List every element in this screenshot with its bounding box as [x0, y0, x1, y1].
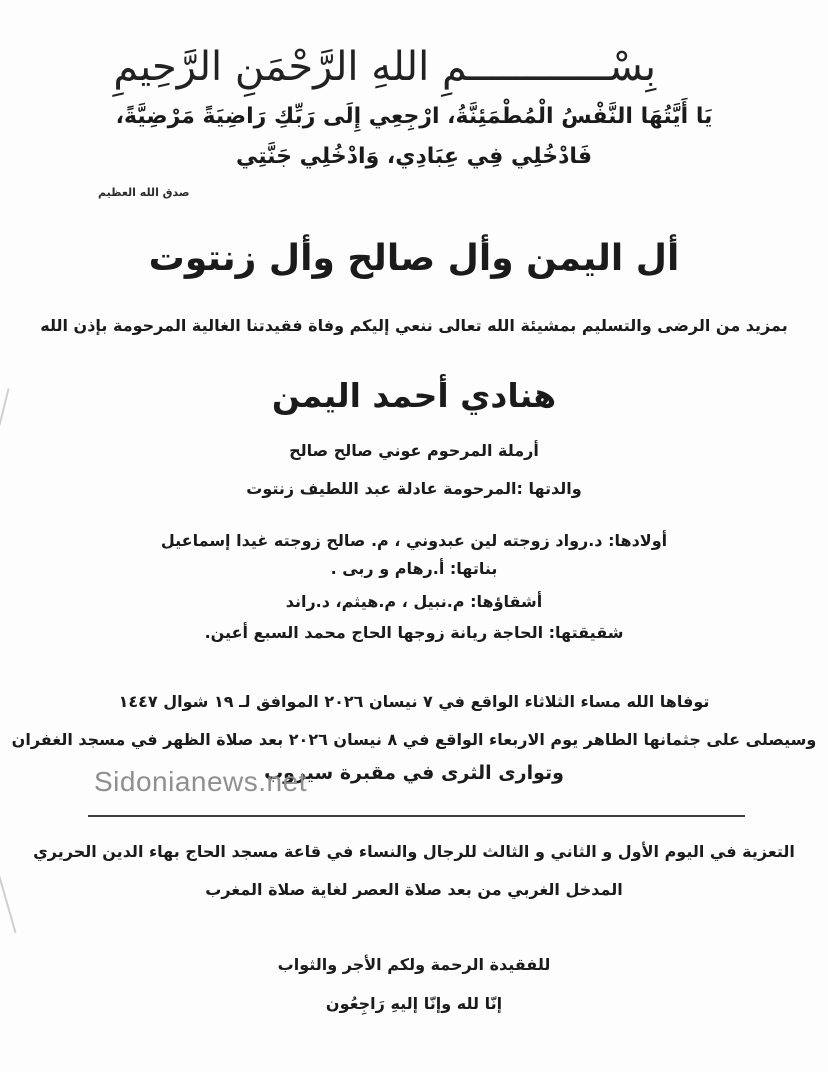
relation-widow-of: أرملة المرحوم عوني صالح صالح — [289, 441, 539, 460]
condolences-line1: التعزية في اليوم الأول و الثاني و الثالث للرجال والنساء في قاعة مسجد الحاج بهاء الدين الحريري — [33, 842, 795, 861]
sidonianews-watermark: Sidonianews.net — [94, 766, 307, 797]
families-title: أل اليمن وأل صالح وأل زنتوت — [148, 238, 680, 279]
death-date-line: توفاها الله مساء الثلاثاء الواقع في ٧ نيسان ٢٠٢٦ الموافق لـ ١٩ شوال ١٤٤٧ — [118, 692, 710, 711]
relation-sister: شقيقتها: الحاجة ريانة زوجها الحاج محمد السبع أعين. — [204, 623, 624, 642]
closing-mercy-line: للفقيدة الرحمة ولكم الأجر والثواب — [277, 955, 551, 974]
funeral-prayer-line: وسيصلى على جثمانها الطاهر يوم الاربعاء الواقع في ٨ نيسان ٢٠٢٦ بعد صلاة الظهر في مسجد الغفران — [11, 730, 817, 749]
horizontal-divider — [88, 815, 745, 817]
relation-daughters: بناتها: أ.رهام و ربى . — [330, 559, 498, 578]
relation-brothers: أشقاؤها: م.نبيل ، م.هيثم، د.راند — [285, 592, 543, 611]
bismillah-calligraphy: بِسْــــــــــــمِ اللهِ الرَّحْمَنِ الرَّحِيمِ — [113, 44, 656, 90]
quran-verse-line1: يَا أَيَّتُهَا النَّفْسُ الْمُطْمَئِنَّةُ، ارْجِعِي إِلَى رَبِّكِ رَاضِيَةً مَرْضِيَّةً، — [115, 104, 713, 129]
announcement-intro: بمزيد من الرضى والتسليم بمشيئة الله تعالى ننعي إليكم وفاة فقيدتنا الغالية المرحومة بإذن الله — [40, 316, 788, 335]
verse-attribution: صدق الله العظيم — [98, 186, 190, 199]
relation-mother: والدتها :المرحومة عادلة عبد اللطيف زنتوت — [246, 479, 582, 498]
closing-istirjaa-line: إنّا لله وإنّا إليهِ رَاجِعُون — [325, 994, 503, 1013]
relation-sons: أولادها: د.رواد زوجته لين عبدوني ، م. صالح زوجته غيدا إسماعيل — [160, 531, 668, 550]
deceased-name: هنادي أحمد اليمن — [271, 376, 557, 415]
condolences-line2: المدخل الغربي من بعد صلاة العصر لغاية صلاة المغرب — [205, 880, 623, 899]
quran-verse-line2: فَادْخُلِي فِي عِبَادِي، وَادْخُلِي جَنَّتِي — [235, 144, 593, 169]
burial-line: وتوارى الثرى في مقبرة سيروب — [264, 762, 564, 784]
